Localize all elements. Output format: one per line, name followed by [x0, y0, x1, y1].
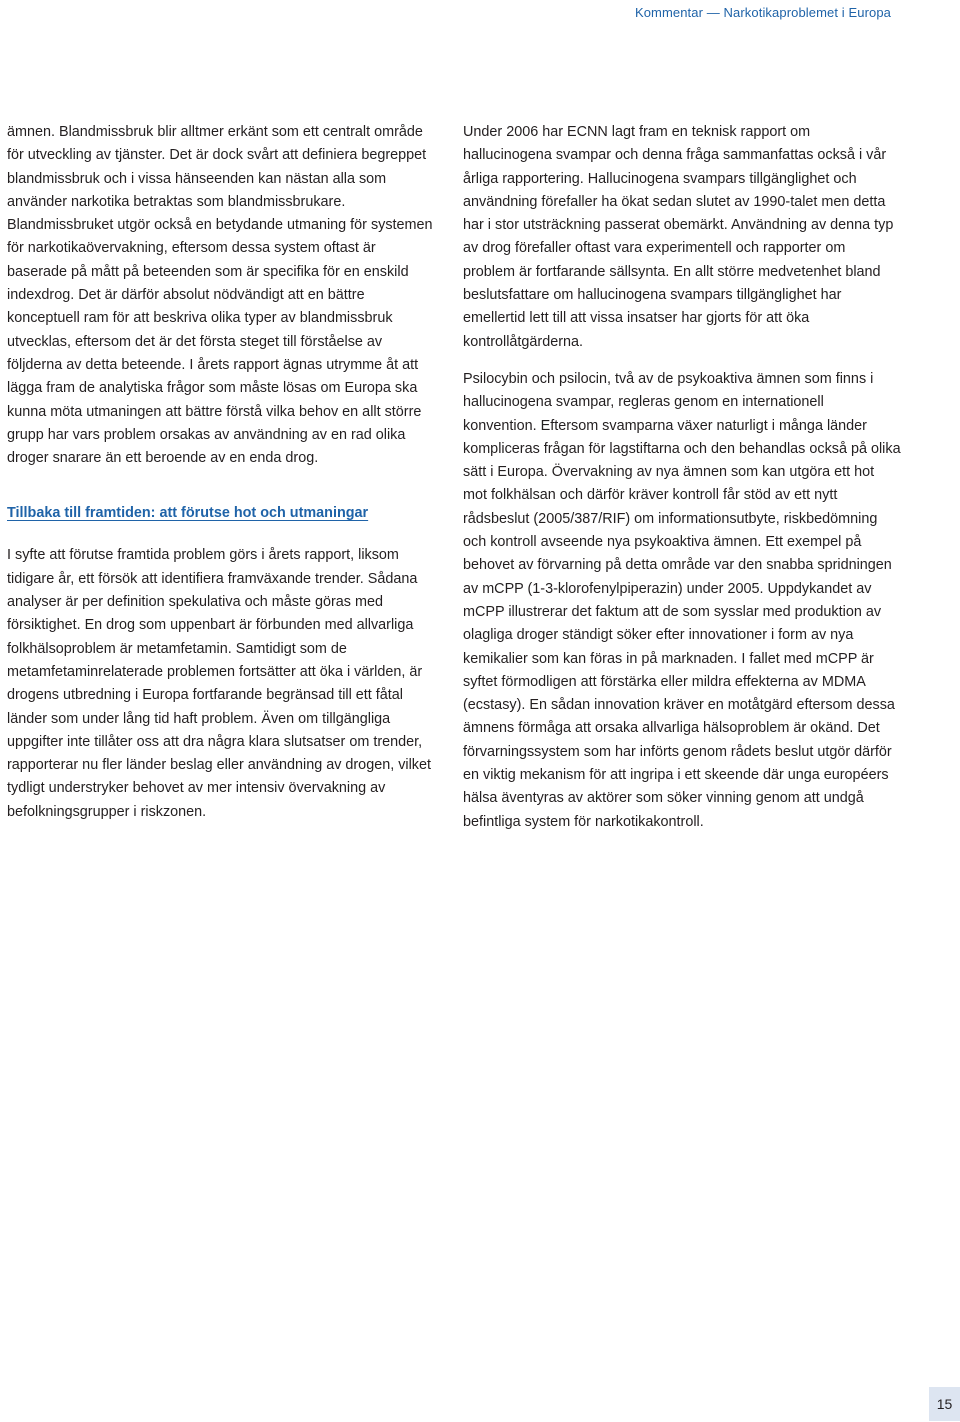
right-column	[463, 121, 901, 834]
left-column	[7, 121, 437, 824]
section-heading: Tillbaka till framtiden: att förutse hot och utmaningar	[7, 505, 369, 522]
body-paragraph: ämnen. Blandmissbruk blir alltmer erkänt som ett centralt område för utveckling av tjänster. Det är dock svårt att definiera begreppet blandmissbruk och i vissa hänseenden kan nästan alla som använder narkotika betraktas som blandmissbrukare. Blandmissbruket utgör också en betydande utmaning för systemen för narkotikaövervakning, eftersom dessa system oftast är baserade på mått på beteenden som är specifika för en enskild indexdrog. Det är därför absolut nödvändigt att en bättre konceptuell ram för att beskriva olika typer av blandmissbruk utvecklas, eftersom det är det första steget till förståelse av följderna av detta beteende. I årets rapport ägnas utrymme åt att lägga fram de analytiska frågor som måste lösas om Europa ska kunna möta utmaningen att bättre förstå vilka behov en allt större grupp har vars problem orsakas av användning av en rad olika droger snarare än ett beroende av en enda drog.	[7, 124, 433, 467]
body-paragraph: Psilocybin och psilocin, två av de psykoaktiva ämnen som finns i hallucinogena svampar, regleras genom en internationell konvention. Eftersom svamparna växer naturligt i många länder kompliceras frågan för lagstiftarna och den behandlas också på olika sätt i Europa. Övervakning av nya ämnen som kan utgöra ett hot mot folkhälsan och därför kräver kontroll får stöd av ett nytt rådsbeslut (2005/387/RIF) om informationsutbyte, riskbedömning och kontroll avseende nya psykoaktiva ämnen. Ett exempel på behovet av förvarning på detta område var den snabba spridningen av mCPP (1-3-klorofenylpiperazin) under 2005. Uppdykandet av mCPP illustrerar det faktum att de som sysslar med produktion av olagliga droger ständigt söker efter innovationer i form av nya kemikalier som kan föras in på marknaden. I fallet med mCPP är syftet förmodligen att förstärka eller mildra effekterna av MDMA (ecstasy). En sådan innovation kräver en motåtgärd eftersom dessa ämnens förmåga att orsaka allvarliga hälsoproblem är okänd. Det förvarningssystem som har införts genom rådets beslut utgör därför en viktig mekanism för att ingripa i ett skeende där unga européers hälsa äventyras av aktörer som söker vinning genom att undgå befintliga system för narkotikakontroll.	[463, 370, 901, 830]
body-paragraph: I syfte att förutse framtida problem görs i årets rapport, liksom tidigare år, ett försök att identifiera framväxande trender. Sådana analyser är per definition spekulativa och måste göras med försiktighet. En drog som uppenbart är förbunden med allvarliga folkhälsoproblem är metamfetamin. Samtidigt som de metamfetaminrelaterade problemen fortsätter att öka i världen, är drogens utbredning i Europa fortfarande begränsad till ett fåtal länder som under lång tid haft problem. Även om tillgängliga uppgifter inte tillåter oss att dra några klara slutsatser om trender, rapporterar nu fler länder beslag eller användning av drogen, vilket tydligt understryker behovet av mer intensiv övervakning av befolkningsgrupper i riskzonen.	[7, 547, 431, 820]
page-number: 15	[929, 1387, 960, 1421]
body-paragraph: Under 2006 har ECNN lagt fram en teknisk rapport om hallucinogena svampar och denna fråga sammanfattas också i vår årliga rapportering. Hallucinogena svampars tillgänglighet och användning förefaller ha ökat sedan slutet av 1990-talet men detta har i stor utsträckning passerat obemärkt. Användning av denna typ av drog förefaller oftast vara experimentell och rapporter om problem är fortfarande sällsynta. En allt större medvetenhet bland beslutsfattare om hallucinogena svampars tillgänglighet har emellertid lett till att vissa insatser har gjorts för att öka kontrollåtgärderna.	[463, 124, 894, 350]
running-header: Kommentar — Narkotikaproblemet i Europa	[634, 5, 891, 20]
